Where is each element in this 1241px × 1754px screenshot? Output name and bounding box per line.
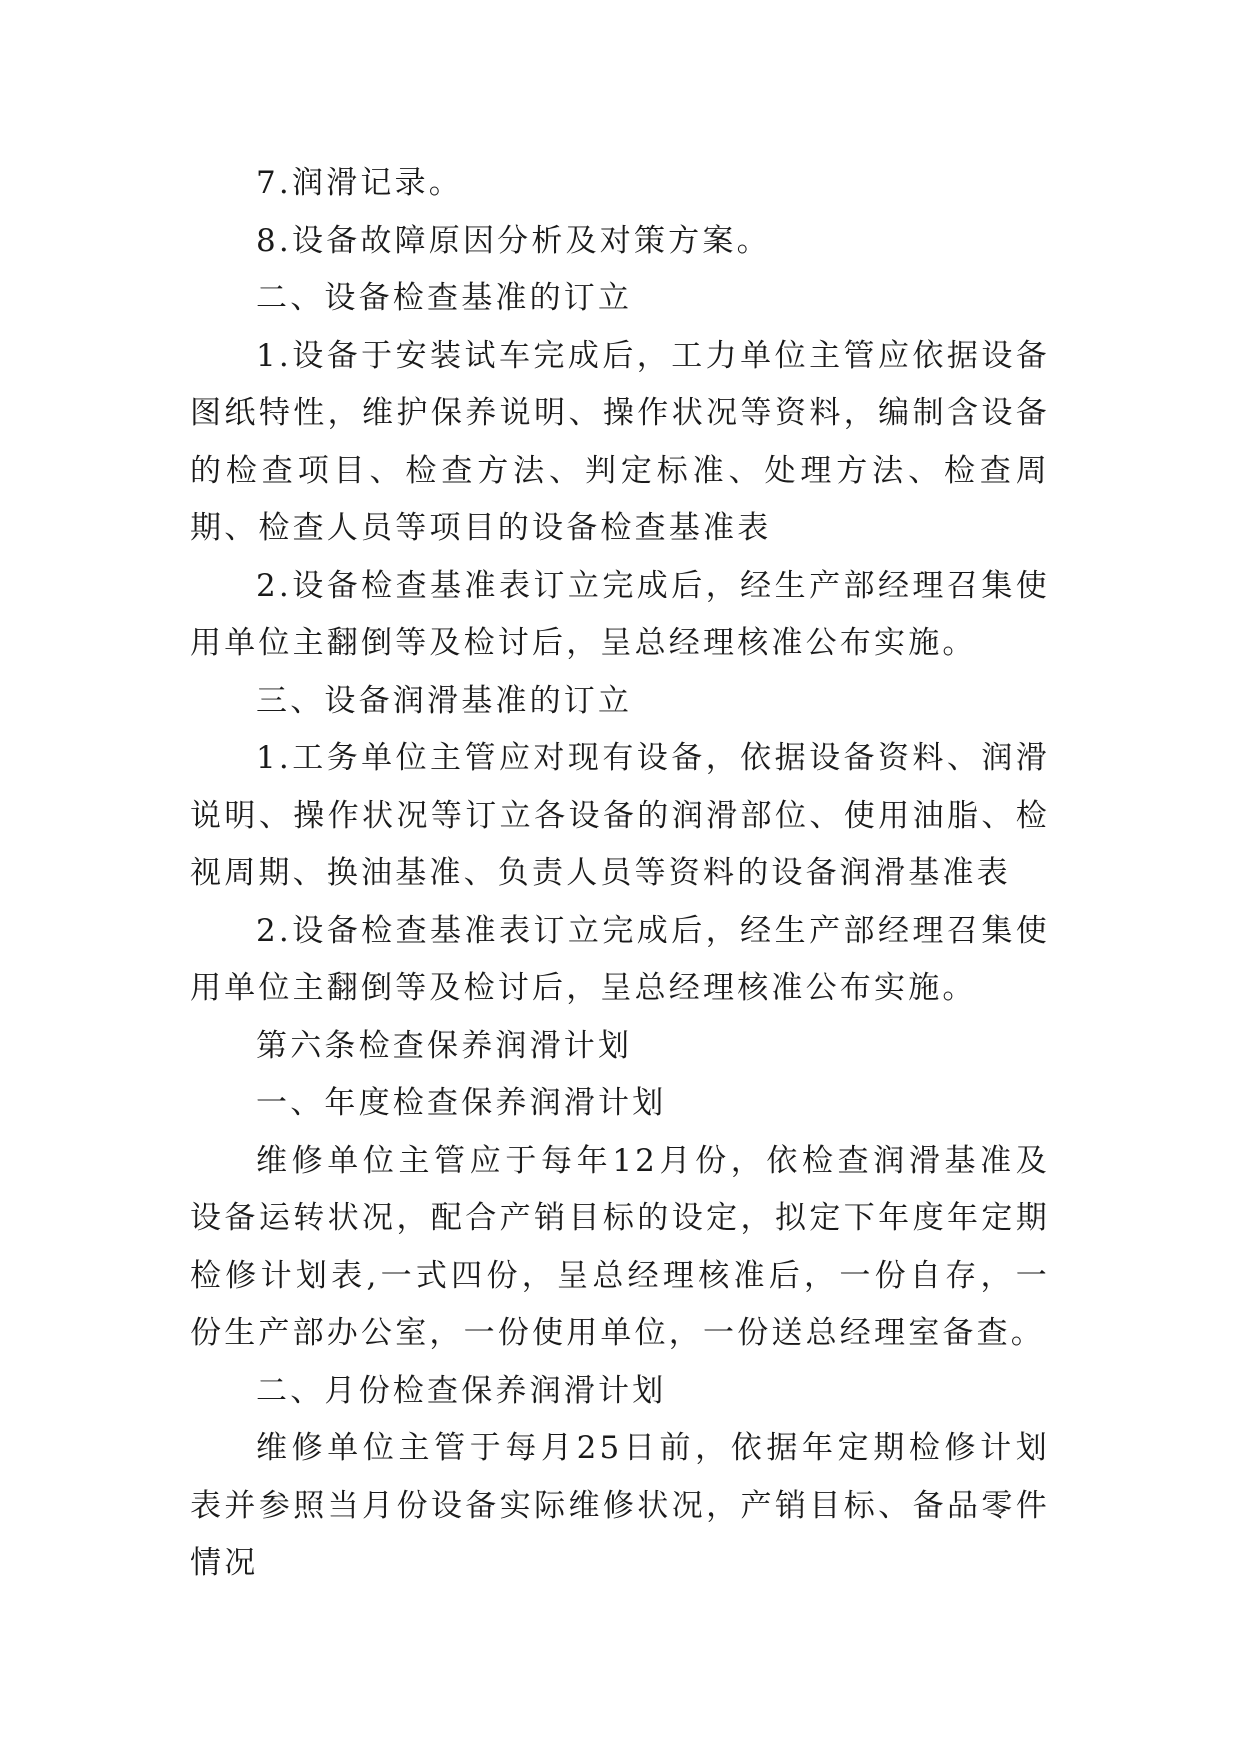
paragraph-annual-plan: 维修单位主管应于每年12月份，依检查润滑基准及设备运转状况，配合产销目标的设定，拟定下年度年定期检修计划表,一式四份，呈总经理核准后，一份自存，一份生产部办公室，一份使用单位，一份送总经理室备查。 (190, 1142, 1050, 1351)
section-heading-inspection-standard: 二、设备检查基准的订立 (256, 280, 633, 316)
section-heading-monthly-plan: 二、月份检查保养润滑计划 (256, 1372, 667, 1409)
paragraph-lubrication-standard-2: 2.设备检查基准表订立完成后，经生产部经理召集使用单位主翻倒等及检讨后，呈总经理核准公布实施。 (190, 912, 1050, 1006)
paragraph-failure-analysis: 8.设备故障原因分析及对策方案。 (256, 222, 771, 259)
section-heading-lubrication-standard: 三、设备润滑基准的订立 (256, 682, 633, 719)
paragraph-inspection-standard-1: 1.设备于安装试车完成后，工力单位主管应依据设备图纸特性，维护保养说明、操作状况等资料，编制含设备的检查项目、检查方法、判定标准、处理方法、检查周期、检查人员等项目的设备检查基准表 (190, 337, 1050, 546)
paragraph-monthly-plan: 维修单位主管于每月25日前，依据年定期检修计划表并参照当月份设备实际维修状况，产销目标、备品零件情况 (190, 1430, 1050, 1581)
section-heading-annual-plan: 一、年度检查保养润滑计划 (256, 1085, 667, 1121)
paragraph-lubrication-record: 7.润滑记录。 (256, 165, 463, 201)
document-body (190, 155, 1050, 1593)
article-heading-article-6: 第六条检查保养润滑计划 (256, 1027, 633, 1064)
paragraph-inspection-standard-2: 2.设备检查基准表订立完成后，经生产部经理召集使用单位主翻倒等及检讨后，呈总经理核准公布实施。 (190, 567, 1050, 661)
paragraph-lubrication-standard-1: 1.工务单位主管应对现有设备，依据设备资料、润滑说明、操作状况等订立各设备的润滑部位、使用油脂、检视周期、换油基准、负责人员等资料的设备润滑基准表 (190, 740, 1050, 891)
